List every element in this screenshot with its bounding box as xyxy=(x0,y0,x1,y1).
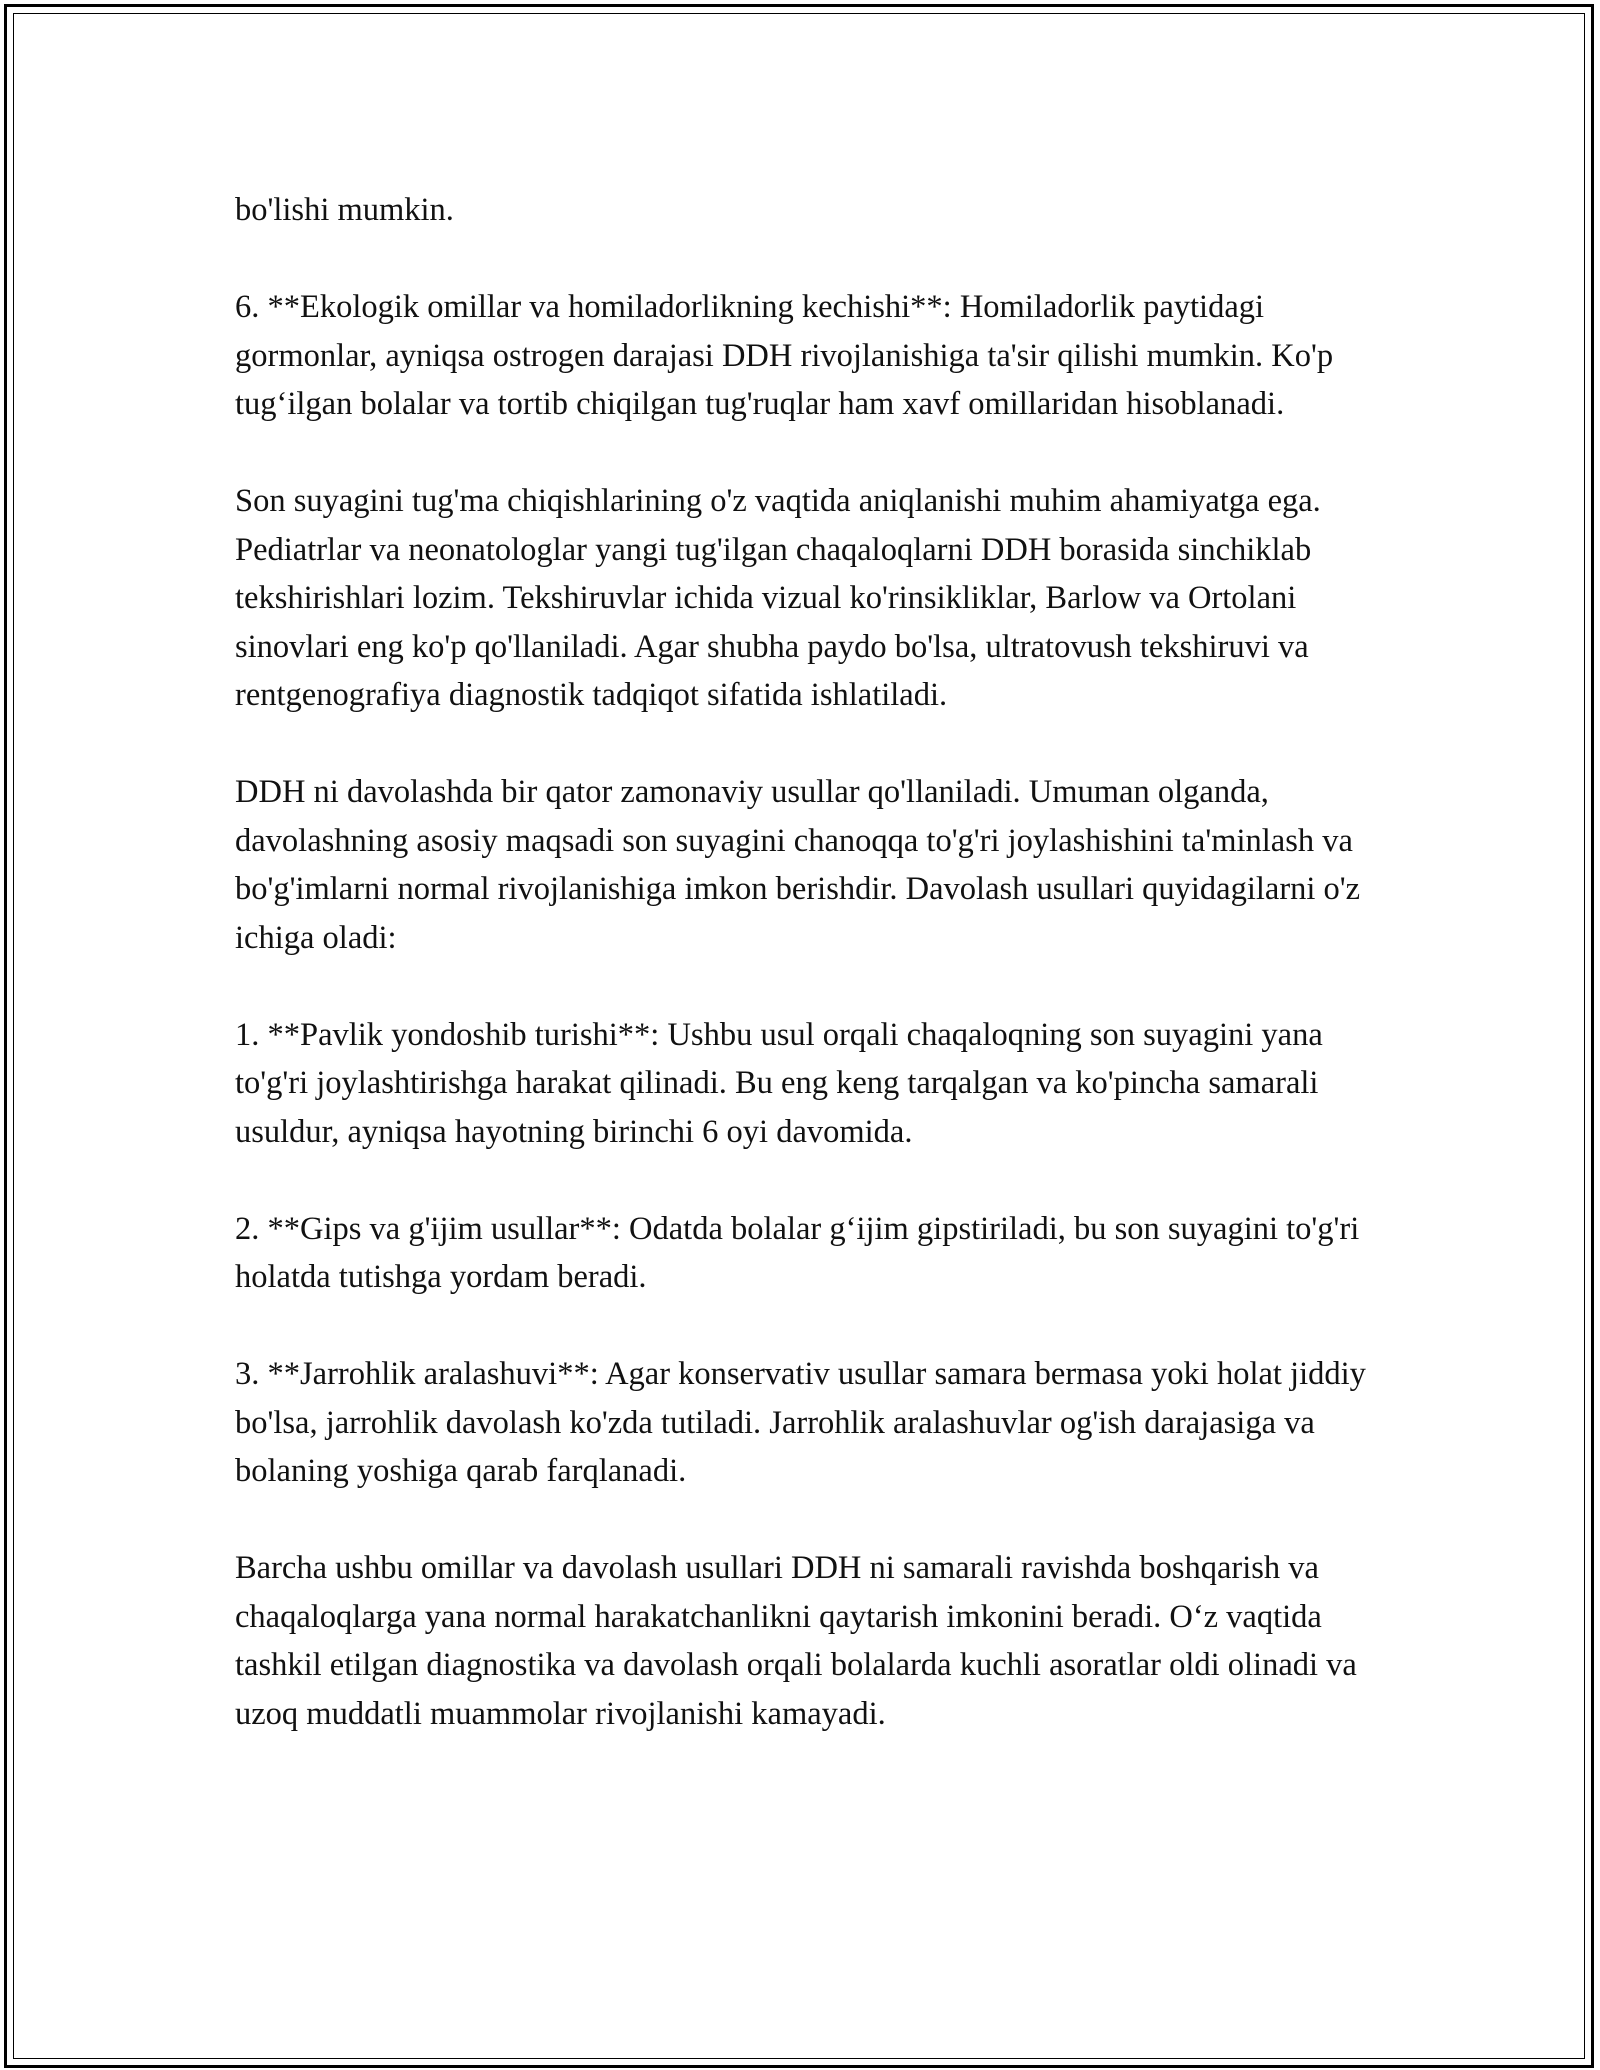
paragraph-pavlik-method: 1. **Pavlik yondoshib turishi**: Ushbu usul orqali chaqaloqning son suyagini yana to'g'ri joylashtirishga harakat qilinadi. Bu eng keng tarqalgan va ko'pincha samarali usuldur, ayniqsa hayotning birinchi 6 oyi davomida. xyxy=(235,1016,1323,1150)
paragraph-conclusion: Barcha ushbu omillar va davolash usullari DDH ni samarali ravishda boshqarish va chaqaloqlarga yana normal harakatchanlikni qaytarish imkonini beradi. O‘z vaqtida tashkil etilgan diagnostika va davolash orqali bolalarda kuchli asoratlar oldi olinadi va uzoq muddatli muammolar rivojlanishi kamayadi. xyxy=(235,1550,1357,1732)
paragraph-cast-method: 2. **Gips va g'ijim usullar**: Odatda bolalar g‘ijim gipstiriladi, bu son suyagini to'g'ri holatda tutishga yordam beradi. xyxy=(235,1210,1360,1295)
paragraph-continuation: bo'lishi mumkin. xyxy=(235,192,454,228)
paragraph-early-detection: Son suyagini tug'ma chiqishlarining o'z vaqtida aniqlanishi muhim ahamiyatga ega. Pediatrlar va neonatologlar yangi tug'ilgan chaqaloqlarni DDH borasida sinchiklab tekshirishlari lozim. Tekshiruvlar ichida vizual ko'rinsikliklar, Barlow va Ortolani sinovlari eng ko'p qo'llaniladi. Agar shubha paydo bo'lsa, ultratovush tekshiruvi va rentgenografiya diagnostik tadqiqot sifatida ishlatiladi. xyxy=(235,483,1321,713)
paragraph-surgery: 3. **Jarrohlik aralashuvi**: Agar konservativ usullar samara bermasa yoki holat jiddiy bo'lsa, jarrohlik davolash ko'zda tutiladi. Jarrohlik aralashuvlar og'ish darajasiga va bolaning yoshiga qarab farqlanadi. xyxy=(235,1356,1366,1489)
paragraph-ecological-factors: 6. **Ekologik omillar va homiladorlikning kechishi**: Homiladorlik paytidagi gormonlar, ayniqsa ostrogen darajasi DDH rivojlanishiga ta'sir qilishi mumkin. Ko'p tug‘ilgan bolalar va tortib chiqilgan tug'ruqlar ham xavf omillaridan hisoblanadi. xyxy=(235,289,1334,422)
document-body xyxy=(235,186,1375,1787)
paragraph-treatment-intro: DDH ni davolashda bir qator zamonaviy usullar qo'llaniladi. Umuman olganda, davolashning asosiy maqsadi son suyagini chanoqqa to'g'ri joylashishini ta'minlash va bo'g'imlarni normal rivojlanishiga imkon berishdir. Davolash usullari quyidagilarni o'z ichiga oladi: xyxy=(235,774,1361,956)
